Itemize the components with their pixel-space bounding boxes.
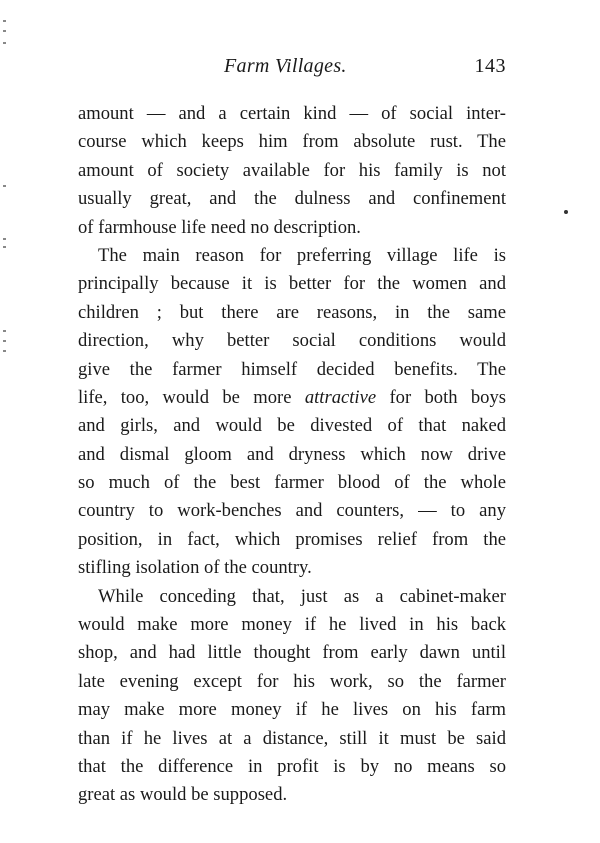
running-head — [78, 55, 506, 85]
page-number: 143 — [474, 55, 506, 77]
text-line: amount — and a certain kind — of social inter- — [78, 103, 506, 124]
scan-speck — [3, 246, 6, 248]
text-line: so much of the best farmer blood of the whole — [78, 472, 506, 494]
text-line: shop, and had little thought from early dawn until — [78, 642, 506, 664]
text-line-with-emphasis — [78, 384, 506, 412]
text-line: of farmhouse life need no description. — [78, 216, 361, 238]
text-line: would make more money if he lived in his back — [78, 614, 506, 636]
emphasis-word: attractive — [304, 386, 377, 408]
scan-speck — [3, 238, 6, 240]
text-line: country to work-benches and counters, — to any — [78, 500, 506, 522]
text-line: principally because it is better for the women and — [78, 273, 506, 295]
text-line: stifling isolation of the country. — [78, 557, 312, 579]
paragraph-2 — [78, 242, 506, 583]
text-line: late evening except for his work, so the farmer — [78, 670, 506, 692]
scan-speck — [3, 42, 6, 44]
scan-dot — [564, 210, 568, 214]
text-line: give the farmer himself decided benefits. The — [78, 358, 506, 380]
text-line: amount of society available for his family is not — [78, 159, 506, 181]
scan-speck — [3, 340, 6, 342]
text-line: The main reason for preferring village life is — [98, 244, 506, 266]
text-line: great as would be supposed. — [78, 784, 288, 806]
scan-speck — [3, 30, 6, 32]
scan-speck — [3, 185, 6, 187]
text-line: than if he lives at a distance, still it must be said — [78, 727, 506, 749]
scan-speck — [3, 330, 6, 332]
text-line: position, in fact, which promises relief from the — [78, 528, 506, 550]
text-line: and dismal gloom and dryness which now drive — [78, 443, 506, 465]
text-line: usually great, and the dulness and confinement — [78, 188, 506, 210]
scan-speck — [3, 20, 6, 22]
line-before-emphasis: life, too, would be more — [78, 386, 292, 408]
text-line: While conceding that, just as a cabinet-maker — [98, 585, 506, 607]
text-line: children ; but there are reasons, in the same — [78, 301, 506, 323]
running-title: Farm Villages. — [224, 55, 347, 77]
text-line: may make more money if he lives on his farm — [78, 699, 506, 721]
paragraph-3 — [78, 583, 506, 810]
paragraph-1 — [78, 100, 506, 242]
text-line: that the difference in profit is by no means so — [78, 755, 506, 777]
text-line: direction, why better social conditions would — [78, 330, 506, 352]
body-text — [78, 100, 506, 810]
line-after-emphasis: for both boys — [389, 386, 507, 408]
scan-speck — [3, 350, 6, 352]
text-line: and girls, and would be divested of that naked — [78, 415, 506, 437]
text-line: course which keeps him from absolute rust. The — [78, 131, 506, 153]
